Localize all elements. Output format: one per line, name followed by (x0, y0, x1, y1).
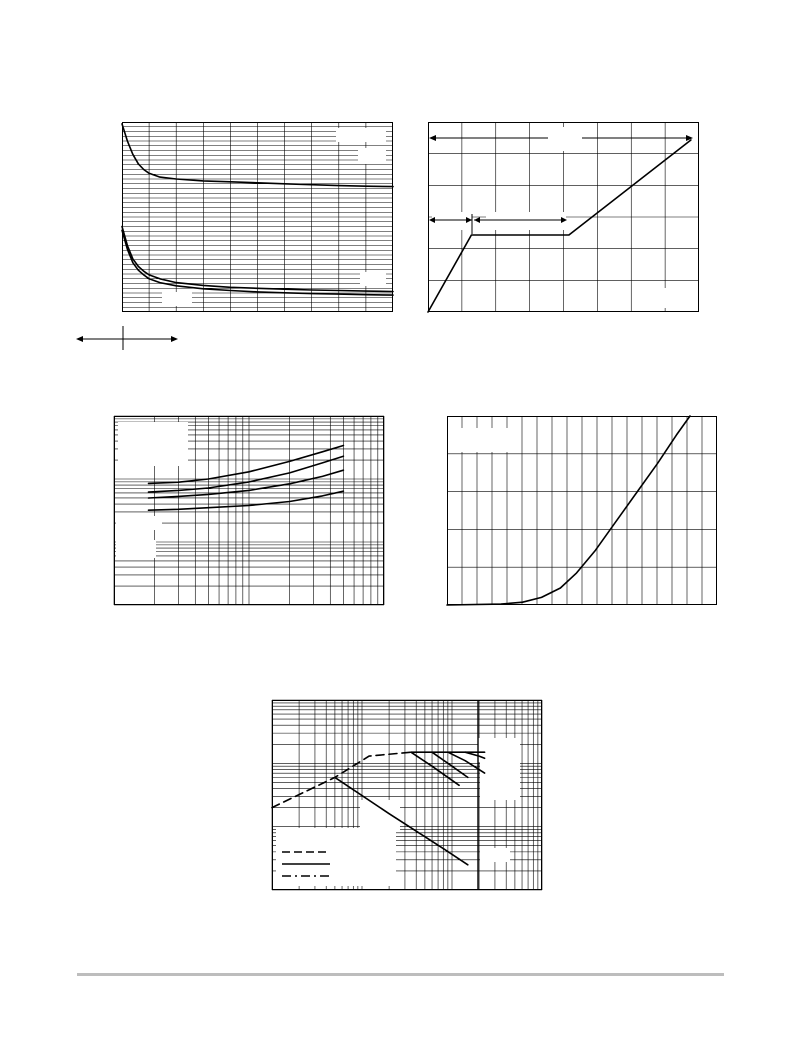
legend-box-bottom (276, 828, 396, 886)
footer-rule (77, 973, 724, 976)
legend-patch-3 (360, 272, 386, 286)
axis-annotation-arrow (75, 326, 180, 352)
legend-patch-4 (162, 292, 192, 306)
chart-top-right (428, 122, 699, 312)
chart-middle-left (114, 416, 384, 605)
bottom-series-diag-2 (432, 752, 468, 777)
chart-middle-right (447, 416, 717, 605)
label-patch-b2 (480, 762, 520, 800)
legend-patch-ml-2 (116, 516, 162, 530)
chart-bottom (272, 700, 542, 890)
arrow-left-head (76, 336, 83, 342)
legend-patch-1 (336, 128, 386, 142)
top-arrow-label-patch (548, 127, 582, 151)
legend-patch-top-right (634, 288, 694, 308)
middle-left-series-s4 (149, 491, 344, 510)
middle-left-series-s3 (149, 470, 344, 498)
legend-patch-ml-3 (116, 540, 156, 558)
chart-top-left (122, 122, 393, 312)
legend-patch-ml-1 (118, 422, 188, 466)
arrow-right-head (171, 336, 178, 342)
label-patch-b3 (480, 848, 510, 862)
legend-patch-mr (449, 428, 511, 452)
label-patch-b4 (360, 800, 400, 830)
plateau-label-patch-b (486, 212, 566, 230)
legend-patch-2 (358, 148, 386, 164)
bottom-series-dashed-limit (272, 752, 411, 807)
